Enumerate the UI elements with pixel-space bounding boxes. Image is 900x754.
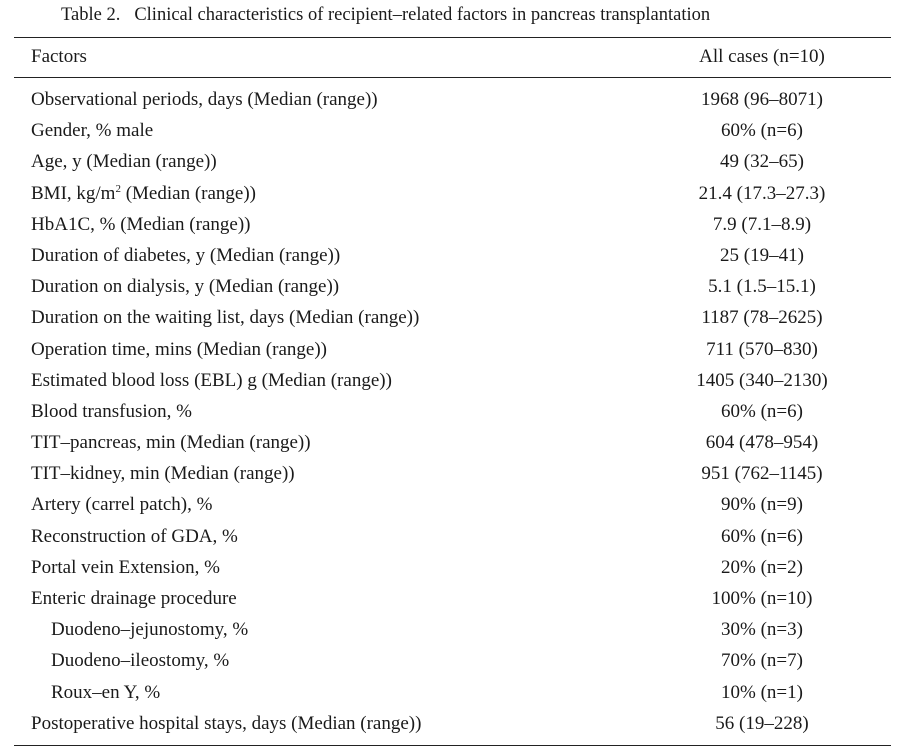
row-value: 56 (19–228) [715,712,809,734]
row-factor: Postoperative hospital stays, days (Median (range)) [31,712,422,734]
row-value: 25 (19–41) [720,244,804,266]
row-value: 90% (n=9) [721,494,803,516]
table-header [0,38,900,77]
row-value: 5.1 (1.5–15.1) [708,276,816,298]
row-value: 60% (n=6) [721,120,803,142]
bmi-label: BMI, kg/m [31,182,116,204]
table-body [0,85,900,740]
row-factor: Duration on the waiting list, days (Median (range)) [31,307,420,329]
row-value: 10% (n=1) [721,681,803,703]
header-rule [14,77,891,78]
row-value: 70% (n=7) [721,650,803,672]
header-factors: Factors [31,46,87,67]
table-title: Clinical characteristics of recipient–related factors in pancreas transplantation [134,5,711,25]
table-caption [61,5,710,26]
table-row [0,490,900,521]
table-row [0,241,900,272]
row-factor: Duodeno–ileostomy, % [51,650,230,672]
row-factor: Age, y (Median (range)) [31,151,217,173]
row-value: 60% (n=6) [721,525,803,547]
bmi-superscript: 2 [115,182,121,195]
row-factor: TIT–pancreas, min (Median (range)) [31,432,311,454]
row-factor: Operation time, mins (Median (range)) [31,338,327,360]
row-value: 711 (570–830) [706,338,818,360]
row-value: 60% (n=6) [721,400,803,422]
row-value: 951 (762–1145) [701,463,823,485]
bottom-rule [14,745,891,746]
row-factor: TIT–kidney, min (Median (range)) [31,463,295,485]
table-row [0,147,900,178]
table-row [0,179,900,210]
table-row [0,366,900,397]
table-row [0,522,900,553]
row-factor: Reconstruction of GDA, % [31,525,238,547]
row-factor: Duration on dialysis, y (Median (range)) [31,276,340,298]
table-row [0,303,900,334]
table-row [0,553,900,584]
bmi-label-suffix: (Median (range)) [120,182,256,204]
table-row [0,709,900,740]
table-row [0,116,900,147]
row-factor: Blood transfusion, % [31,400,192,422]
row-value: 1187 (78–2625) [701,307,823,329]
row-factor: Estimated blood loss (EBL) g (Median (range)) [31,369,392,391]
row-value: 20% (n=2) [721,556,803,578]
table-row [0,678,900,709]
table-row [0,459,900,490]
row-value: 49 (32–65) [720,151,804,173]
row-factor: Roux–en Y, % [51,681,161,703]
table-number: Table 2. [61,5,121,25]
row-value: 100% (n=10) [711,588,813,609]
row-factor: Duodeno–jejunostomy, % [51,619,249,641]
table-row [0,397,900,428]
row-value: 30% (n=3) [721,619,803,641]
row-factor: Gender, % male [31,120,154,142]
table-row [0,584,900,615]
table-row [0,428,900,459]
row-factor: HbA1C, % (Median (range)) [31,213,251,235]
table-row [0,615,900,646]
row-value: 1968 (96–8071) [701,89,823,110]
table-row [0,335,900,366]
table-row [0,85,900,116]
row-factor: Portal vein Extension, % [31,556,220,578]
row-factor: Artery (carrel patch), % [31,494,213,516]
row-factor: Duration of diabetes, y (Median (range)) [31,244,341,266]
row-value: 604 (478–954) [705,432,819,454]
row-value: 7.9 (7.1–8.9) [712,213,812,235]
row-factor: Enteric drainage procedure [31,588,237,609]
table-row [0,210,900,241]
table-row [0,272,900,303]
row-factor [31,183,256,205]
row-factor: Observational periods, days (Median (range)) [31,89,378,110]
header-all-cases: All cases (n=10) [699,46,825,67]
row-value: 1405 (340–2130) [696,369,828,391]
row-value: 21.4 (17.3–27.3) [698,182,826,204]
table-row [0,646,900,677]
